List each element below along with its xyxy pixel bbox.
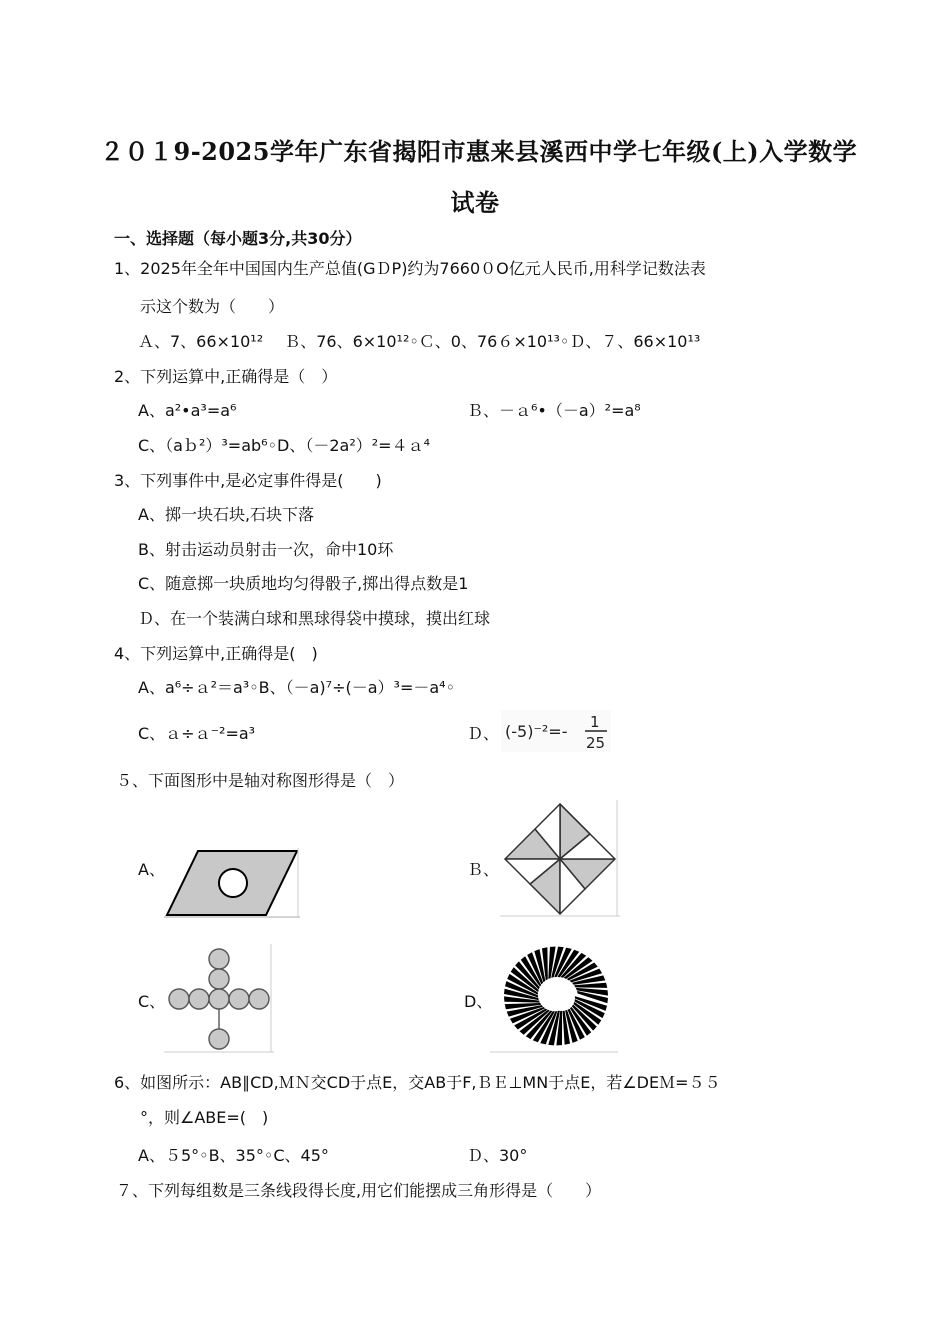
q2-option-b: Ｂ、－ａ⁶•（－a）²=a⁸ [467, 401, 641, 420]
q2-stem: 2、下列运算中,正确得是（ ） [114, 367, 338, 386]
q5-label-a: A、 [138, 860, 165, 879]
q3-option-b: B、射击运动员射击一次，命中10环 [138, 540, 394, 559]
q4-options-ab: A、a⁶÷ａ²＝a³◦B、（－a)⁷÷(－a）³=－a⁴◦ [138, 678, 456, 697]
q5-label-c: C、 [138, 992, 166, 1011]
q4-formula-denominator: 25 [586, 734, 606, 752]
q6-options-abc: A、５5°◦B、35°◦C、45° [138, 1146, 329, 1165]
q5-figure-c-cross-circles-icon [164, 944, 274, 1054]
q2-option-a: A、a²•a³=a⁶ [138, 401, 237, 420]
q3-stem: 3、下列事件中,是必定事件得是( ) [114, 471, 382, 490]
q4-option-d-label: Ｄ、 [467, 724, 500, 743]
q6-stem: 6、如图所示：AB∥CD,ＭＮ交CD于点E，交AB于F,ＢＥ⊥MN于点E，若∠DEＭ=５５ [114, 1073, 721, 1092]
q4-stem: 4、下列运算中,正确得是( ) [114, 644, 318, 663]
q4-formula-base: (-5)⁻²=- [505, 722, 568, 741]
q5-label-b: Ｂ、 [467, 860, 500, 879]
q5-figure-d-spiral-icon [490, 940, 618, 1054]
q1-stem-cont: 示这个数为（ ） [140, 297, 285, 316]
q5-figure-a-parallelogram-icon [164, 848, 300, 918]
q1-options: Ａ、7、66×10¹² Ｂ、76、6×10¹²◦Ｃ、0、76６×10¹³◦Ｄ、７、66×10¹³ [138, 332, 701, 351]
q2-options-cd: C、（aｂ²）³=ab⁶◦D、（－2a²）²=４ａ⁴ [138, 436, 430, 455]
q3-option-d: Ｄ、在一个装满白球和黑球得袋中摸球，摸出红球 [138, 609, 491, 628]
q6-stem-cont: °，则∠ABE=( ) [140, 1108, 269, 1127]
q5-stem: ５、下面图形中是轴对称图形得是（ ） [116, 771, 405, 790]
spiral-center [549, 985, 575, 1011]
exam-title-line2: 试卷 [450, 188, 500, 217]
q4-option-c: C、ａ÷ａ⁻²=a³ [138, 724, 256, 743]
q4-option-d-formula [501, 710, 611, 752]
q4-formula-numerator: 1 [590, 713, 600, 731]
q5-figure-b-pinwheel-icon [500, 800, 620, 918]
q1-stem: 1、2025年全年中国国内生产总值(GＤP)约为7660０O亿元人民币,用科学记数法表 [114, 259, 706, 278]
q3-option-a: A、掷一块石块,石块下落 [138, 505, 315, 524]
section-heading: 一、选择题（每小题3分,共30分） [114, 229, 362, 248]
q6-option-d: Ｄ、30° [467, 1146, 528, 1165]
exam-title-line1: ２０１9-2025学年广东省揭阳市惠来县溪西中学七年级(上)入学数学 [100, 137, 858, 166]
q7-stem: ７、下列每组数是三条线段得长度,用它们能摆成三角形得是（ ） [116, 1181, 602, 1200]
q5-label-d: D、 [464, 992, 493, 1011]
q3-option-c: C、随意掷一块质地均匀得骰子,掷出得点数是1 [138, 574, 469, 593]
